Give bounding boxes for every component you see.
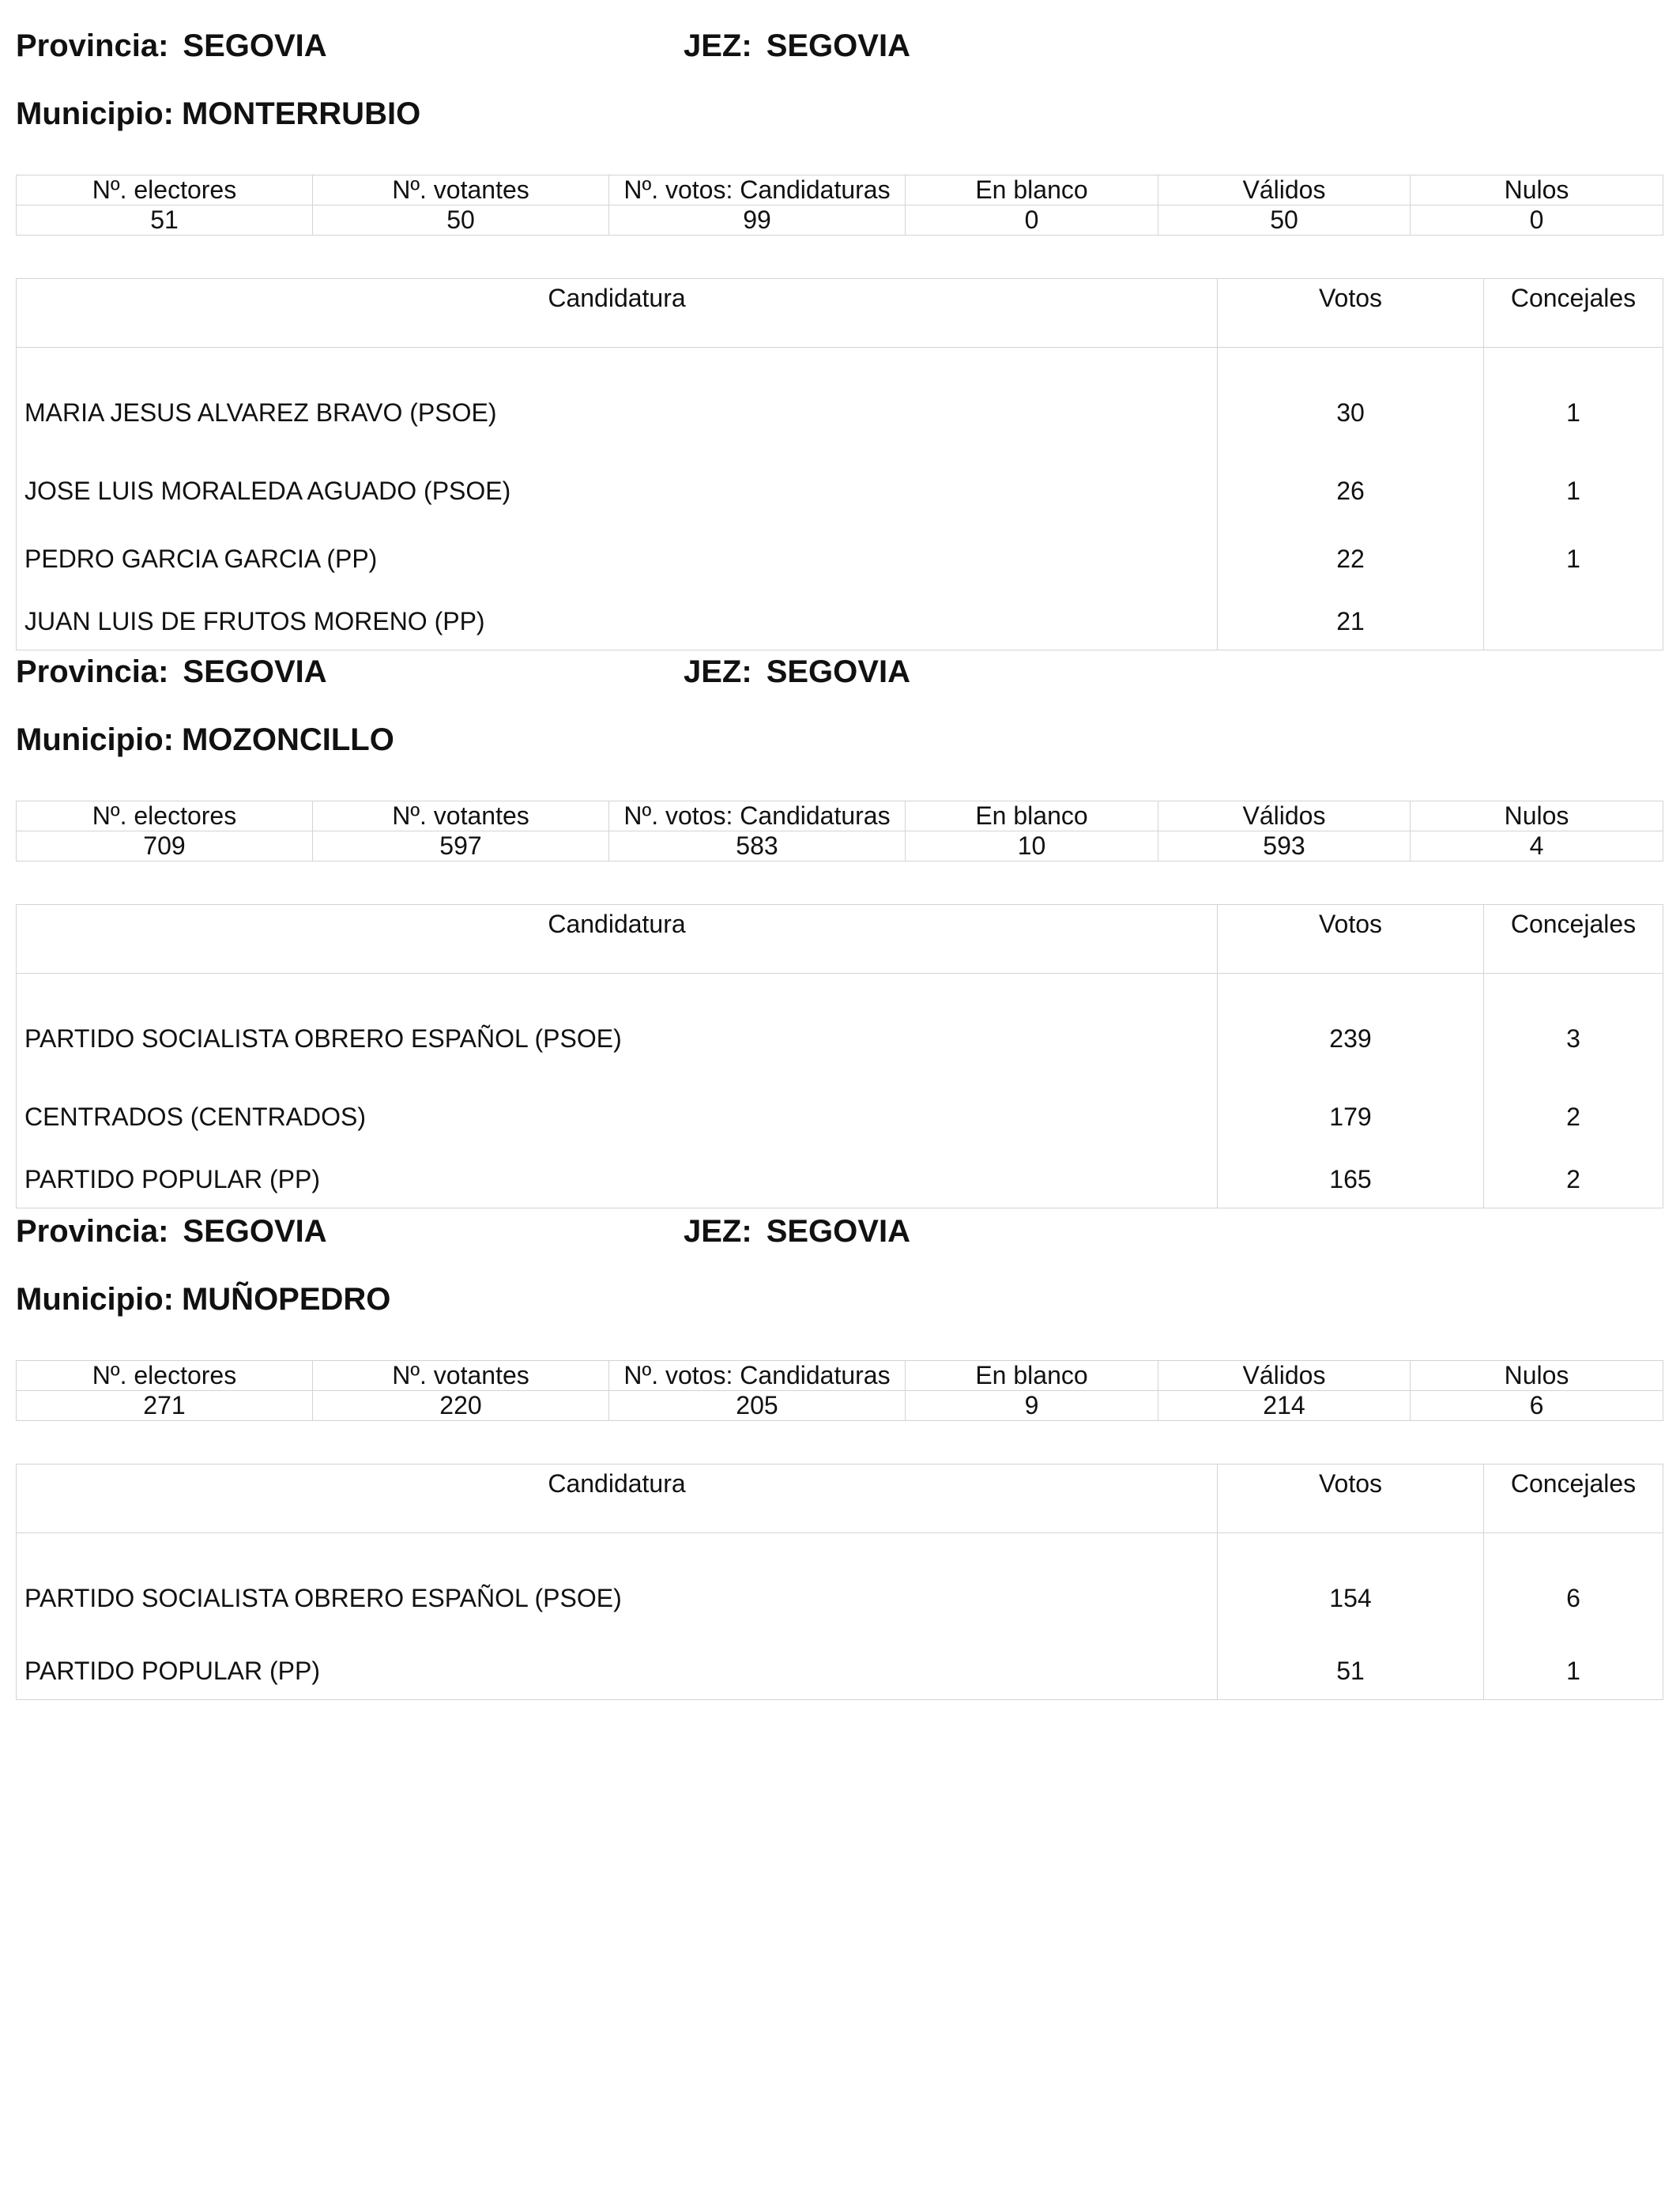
candidatura-votos: 165 bbox=[1218, 1151, 1484, 1208]
candidatura-concejales: 1 bbox=[1484, 525, 1663, 593]
summary-header-cell: Nulos bbox=[1411, 175, 1663, 205]
jez-label: JEZ: bbox=[684, 28, 752, 63]
municipio-heading bbox=[16, 722, 394, 758]
summary-header-cell: Nº. votantes bbox=[313, 1361, 609, 1391]
summary-header-cell: Nulos bbox=[1411, 801, 1663, 831]
summary-value-cell: 709 bbox=[17, 831, 313, 861]
candidatura-name: PARTIDO SOCIALISTA OBRERO ESPAÑOL (PSOE) bbox=[17, 1533, 1218, 1643]
jez-value: SEGOVIA bbox=[766, 654, 910, 689]
provincia-label: Provincia: bbox=[16, 1214, 169, 1249]
summary-header-cell: En blanco bbox=[906, 1361, 1158, 1391]
summary-value-row bbox=[17, 205, 1663, 236]
summary-value-cell: 4 bbox=[1411, 831, 1663, 861]
jez-heading bbox=[684, 1214, 910, 1250]
municipio-label: Municipio: bbox=[16, 722, 174, 757]
jez-heading bbox=[684, 28, 910, 64]
summary-value-cell: 205 bbox=[609, 1391, 906, 1421]
candidaturas-header-row bbox=[17, 279, 1663, 348]
summary-table bbox=[16, 1360, 1663, 1421]
summary-value-cell: 597 bbox=[313, 831, 609, 861]
summary-value-cell: 50 bbox=[1158, 205, 1411, 236]
summary-value-cell: 220 bbox=[313, 1391, 609, 1421]
summary-value-cell: 0 bbox=[1411, 205, 1663, 236]
summary-table bbox=[16, 801, 1663, 861]
summary-value-row bbox=[17, 1391, 1663, 1421]
candidaturas-header-row bbox=[17, 1465, 1663, 1533]
summary-header-cell: Nulos bbox=[1411, 1361, 1663, 1391]
summary-header-cell: Válidos bbox=[1158, 1361, 1411, 1391]
candidatura-concejales: 6 bbox=[1484, 1533, 1663, 1643]
summary-value-row bbox=[17, 831, 1663, 861]
summary-header-row bbox=[17, 175, 1663, 205]
candidatura-votos: 22 bbox=[1218, 525, 1484, 593]
candidatura-concejales bbox=[1484, 593, 1663, 650]
summary-header-cell: Nº. votos: Candidaturas bbox=[609, 801, 906, 831]
candidatura-name: PEDRO GARCIA GARCIA (PP) bbox=[17, 525, 1218, 593]
summary-value-cell: 10 bbox=[906, 831, 1158, 861]
municipio-value: MONTERRUBIO bbox=[181, 96, 421, 131]
summary-header-cell: Nº. electores bbox=[17, 801, 313, 831]
municipio-label: Municipio: bbox=[16, 1282, 174, 1317]
candidatura-votos: 179 bbox=[1218, 1083, 1484, 1151]
candidatura-votos: 30 bbox=[1218, 348, 1484, 458]
summary-header-cell: Nº. electores bbox=[17, 175, 313, 205]
header-row bbox=[16, 1208, 1663, 1255]
municipio-label: Municipio: bbox=[16, 96, 174, 131]
candidatura-header: Candidatura bbox=[17, 279, 1218, 348]
summary-value-cell: 583 bbox=[609, 831, 906, 861]
summary-header-row bbox=[17, 801, 1663, 831]
candidatura-concejales: 1 bbox=[1484, 457, 1663, 525]
municipio-value: MUÑOPEDRO bbox=[181, 1282, 391, 1317]
provincia-value: SEGOVIA bbox=[183, 654, 327, 689]
summary-value-cell: 51 bbox=[17, 205, 313, 236]
summary-value-cell: 214 bbox=[1158, 1391, 1411, 1421]
provincia-value: SEGOVIA bbox=[183, 1214, 327, 1249]
summary-header-cell: Nº. votos: Candidaturas bbox=[609, 175, 906, 205]
provincia-value: SEGOVIA bbox=[183, 28, 327, 63]
candidatura-row bbox=[17, 593, 1663, 650]
summary-table bbox=[16, 175, 1663, 236]
summary-value-cell: 6 bbox=[1411, 1391, 1663, 1421]
provincia-label: Provincia: bbox=[16, 654, 169, 689]
candidatura-row bbox=[17, 1533, 1663, 1643]
candidatura-concejales: 1 bbox=[1484, 348, 1663, 458]
summary-header-cell: En blanco bbox=[906, 175, 1158, 205]
summary-header-cell: Válidos bbox=[1158, 175, 1411, 205]
provincia-heading bbox=[16, 654, 327, 690]
provincia-heading bbox=[16, 1214, 327, 1250]
candidatura-concejales: 2 bbox=[1484, 1083, 1663, 1151]
candidatura-header: Candidatura bbox=[17, 1465, 1218, 1533]
candidatura-name: JUAN LUIS DE FRUTOS MORENO (PP) bbox=[17, 593, 1218, 650]
jez-heading bbox=[684, 654, 910, 690]
candidatura-concejales: 1 bbox=[1484, 1642, 1663, 1700]
candidatura-votos: 26 bbox=[1218, 457, 1484, 525]
candidatura-row bbox=[17, 1642, 1663, 1700]
candidatura-row bbox=[17, 348, 1663, 458]
summary-value-cell: 99 bbox=[609, 205, 906, 236]
summary-value-cell: 271 bbox=[17, 1391, 313, 1421]
candidatura-row bbox=[17, 1151, 1663, 1208]
jez-value: SEGOVIA bbox=[766, 28, 910, 63]
candidatura-votos: 154 bbox=[1218, 1533, 1484, 1643]
candidatura-row bbox=[17, 1083, 1663, 1151]
votos-header: Votos bbox=[1218, 1465, 1484, 1533]
summary-value-cell: 593 bbox=[1158, 831, 1411, 861]
candidatura-row bbox=[17, 457, 1663, 525]
summary-header-cell: Nº. votos: Candidaturas bbox=[609, 1361, 906, 1391]
candidatura-concejales: 2 bbox=[1484, 1151, 1663, 1208]
municipio-heading bbox=[16, 1282, 390, 1318]
candidaturas-table bbox=[16, 1464, 1663, 1700]
concejales-header: Concejales bbox=[1484, 279, 1663, 348]
candidatura-votos: 51 bbox=[1218, 1642, 1484, 1700]
jez-value: SEGOVIA bbox=[766, 1214, 910, 1249]
candidatura-name: PARTIDO POPULAR (PP) bbox=[17, 1151, 1218, 1208]
candidatura-name: CENTRADOS (CENTRADOS) bbox=[17, 1083, 1218, 1151]
candidaturas-table bbox=[16, 904, 1663, 1208]
summary-header-cell: En blanco bbox=[906, 801, 1158, 831]
summary-value-cell: 9 bbox=[906, 1391, 1158, 1421]
candidatura-name: PARTIDO POPULAR (PP) bbox=[17, 1642, 1218, 1700]
summary-header-cell: Nº. electores bbox=[17, 1361, 313, 1391]
summary-value-cell: 0 bbox=[906, 205, 1158, 236]
municipio-heading bbox=[16, 96, 420, 132]
summary-header-cell: Nº. votantes bbox=[313, 175, 609, 205]
summary-header-row bbox=[17, 1361, 1663, 1391]
concejales-header: Concejales bbox=[1484, 905, 1663, 974]
header-row bbox=[16, 648, 1663, 696]
summary-header-cell: Válidos bbox=[1158, 801, 1411, 831]
summary-value-cell: 50 bbox=[313, 205, 609, 236]
candidatura-row bbox=[17, 525, 1663, 593]
summary-header-cell: Nº. votantes bbox=[313, 801, 609, 831]
candidatura-row bbox=[17, 974, 1663, 1084]
provincia-label: Provincia: bbox=[16, 28, 169, 63]
header-row bbox=[16, 22, 1663, 70]
candidatura-name: JOSE LUIS MORALEDA AGUADO (PSOE) bbox=[17, 457, 1218, 525]
candidatura-concejales: 3 bbox=[1484, 974, 1663, 1084]
candidatura-votos: 21 bbox=[1218, 593, 1484, 650]
candidatura-votos: 239 bbox=[1218, 974, 1484, 1084]
candidatura-header: Candidatura bbox=[17, 905, 1218, 974]
concejales-header: Concejales bbox=[1484, 1465, 1663, 1533]
candidaturas-table bbox=[16, 278, 1663, 650]
jez-label: JEZ: bbox=[684, 654, 752, 689]
provincia-heading bbox=[16, 28, 327, 64]
candidaturas-header-row bbox=[17, 905, 1663, 974]
jez-label: JEZ: bbox=[684, 1214, 752, 1249]
candidatura-name: MARIA JESUS ALVAREZ BRAVO (PSOE) bbox=[17, 348, 1218, 458]
votos-header: Votos bbox=[1218, 279, 1484, 348]
municipio-value: MOZONCILLO bbox=[181, 722, 394, 757]
candidatura-name: PARTIDO SOCIALISTA OBRERO ESPAÑOL (PSOE) bbox=[17, 974, 1218, 1084]
votos-header: Votos bbox=[1218, 905, 1484, 974]
